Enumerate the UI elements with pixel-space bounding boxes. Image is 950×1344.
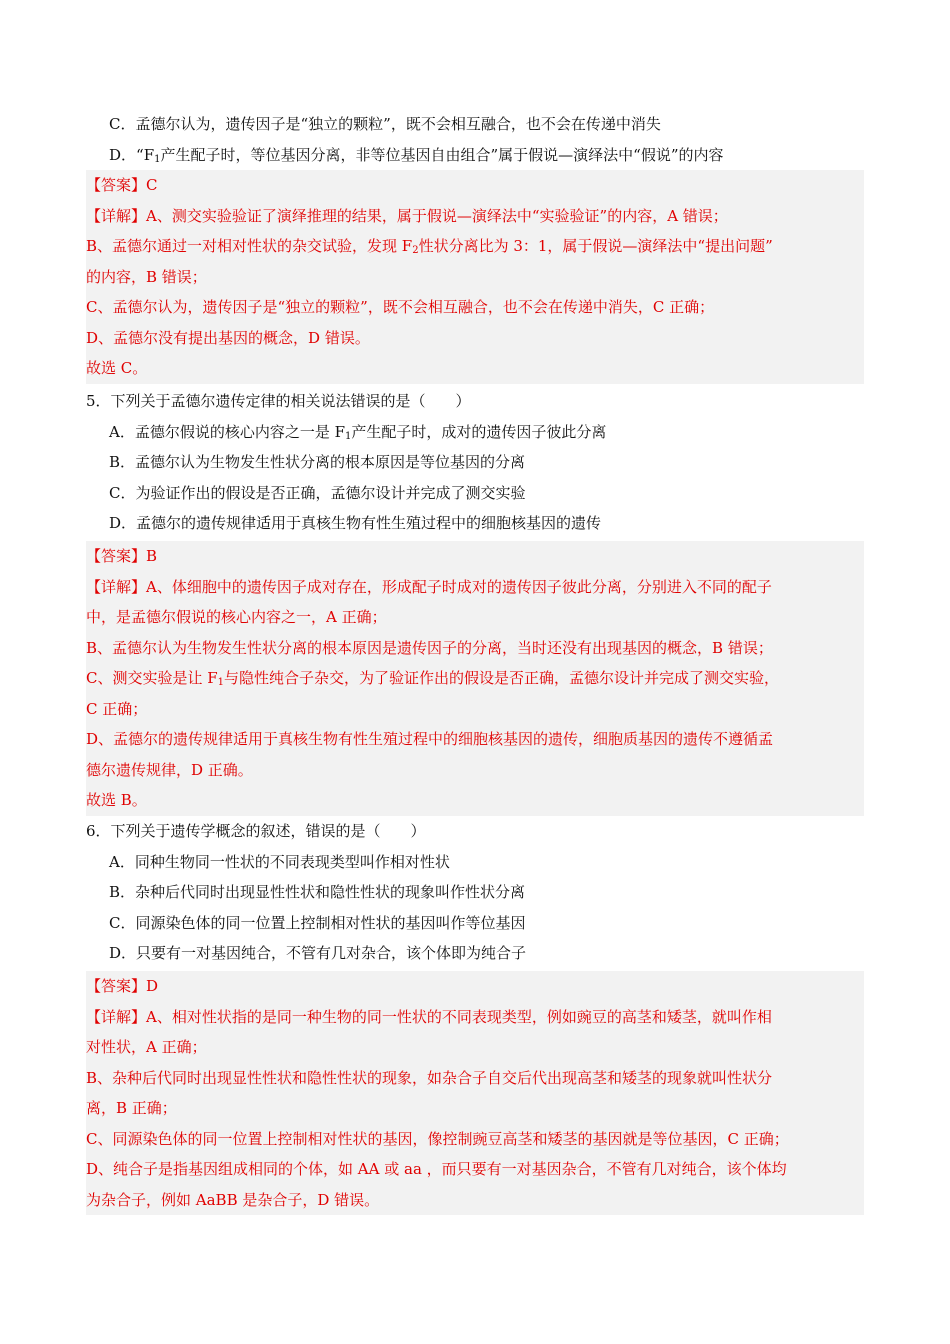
- option-b: [86, 447, 864, 478]
- explanation-line: 中，是孟德尔假说的核心内容之一，A 正确；: [86, 608, 387, 626]
- answer-value: B: [146, 547, 158, 565]
- explanation-line: B、杂种后代同时出现显性性状和隐性性状的现象，如杂合子自交后代出现高茎和矮茎的现象就叫性状分: [86, 1068, 773, 1087]
- option-label: B．: [109, 453, 136, 471]
- explain-label: 【详解】: [86, 206, 147, 225]
- explanation-text: 与隐性纯合子杂交，为了验证作出的假设是否正确，孟德尔设计并完成了测交实验，: [224, 669, 780, 687]
- option-text: 孟德尔的遗传规律适用于真核生物有性生殖过程中的细胞核基因的遗传: [136, 514, 602, 532]
- option-label: B．: [109, 883, 136, 901]
- subscript: 1: [345, 430, 352, 442]
- question-title: 6．下列关于遗传学概念的叙述，错误的是（ ）: [86, 822, 426, 840]
- option-a: [86, 847, 864, 878]
- option-text: “F: [136, 145, 155, 164]
- answer-line: [86, 971, 864, 1002]
- question-4-options: [86, 109, 864, 170]
- answer-block-4: [86, 170, 864, 384]
- subscript: 2: [412, 245, 419, 256]
- explanation-text: A、体细胞中的遗传因子成对存在，形成配子时成对的遗传因子彼此分离，分别进入不同的配子: [146, 577, 772, 596]
- question-title: 5．下列关于孟德尔遗传定律的相关说法错误的是（ ）: [86, 392, 471, 410]
- subscript: 1: [217, 677, 225, 688]
- explanation-line: 的内容，B 错误；: [86, 267, 207, 286]
- option-text: 杂种后代同时出现显性性状和隐性性状的现象叫作性状分离: [135, 883, 526, 901]
- explain-label: 【详解】: [86, 1007, 147, 1026]
- option-text: 产生配子时，等位基因分离，非等位基因自由组合”属于假说—演绎法中“假说”的内容: [160, 145, 724, 164]
- option-text: 孟德尔认为，遗传因子是“独立的颗粒”，既不会相互融合，也不会在传递中消失: [135, 115, 661, 133]
- option-label: A．: [109, 422, 135, 441]
- explanation-line: D、孟德尔的遗传规律适用于真核生物有性生殖过程中的细胞核基因的遗传，细胞质基因的遗传不遵循孟: [86, 730, 774, 748]
- option-c: [86, 908, 864, 939]
- answer-block-5: [86, 541, 864, 816]
- option-text: 孟德尔认为生物发生性状分离的根本原因是等位基因的分离: [135, 453, 526, 471]
- answer-block-6: [86, 971, 864, 1215]
- option-label: D．: [109, 145, 137, 164]
- answer-value: D: [146, 977, 159, 995]
- option-b: [86, 877, 864, 908]
- option-label: C．: [109, 115, 136, 133]
- explanation-line: [86, 663, 864, 694]
- explanation-text: A、相对性状指的是同一种生物的同一性状的不同表现类型，例如豌豆的高茎和矮茎，就叫作相: [146, 1007, 772, 1026]
- option-a: [86, 417, 864, 448]
- answer-line: [86, 170, 864, 201]
- option-text: 孟德尔假说的核心内容之一是 F: [134, 422, 346, 441]
- answer-label: 【答案】: [86, 977, 147, 995]
- subscript: 1: [154, 153, 161, 165]
- explanation-line: [86, 572, 864, 603]
- answer-label: 【答案】: [86, 547, 147, 565]
- option-d: [86, 508, 864, 539]
- explanation-line: 为杂合子，例如 AaBB 是杂合子，D 错误。: [86, 1190, 380, 1209]
- explain-label: 【详解】: [86, 577, 147, 596]
- explanation-line: [86, 201, 864, 232]
- explanation-line: D、纯合子是指基因组成相同的个体，如 AA 或 aa ，而只要有一对基因杂合，不管有几对纯合，该个体均: [86, 1160, 787, 1178]
- option-label: C．: [109, 913, 136, 932]
- answer-value: C: [146, 176, 158, 194]
- option-c: [86, 478, 864, 509]
- option-d: [86, 140, 864, 171]
- option-label: D．: [109, 514, 137, 532]
- option-label: C．: [109, 483, 136, 502]
- explanation-line: C 正确；: [86, 699, 148, 718]
- option-label: A．: [109, 852, 135, 871]
- explanation-text: 性状分离比为 3：1，属于假说—演绎法中“提出问题”: [418, 237, 773, 255]
- question-6: [86, 816, 864, 969]
- option-label: D．: [109, 944, 137, 962]
- option-text: 产生配子时，成对的遗传因子彼此分离: [351, 422, 607, 441]
- option-text: 同源染色体的同一位置上控制相对性状的基因叫作等位基因: [135, 913, 526, 932]
- explanation-line: D、孟德尔没有提出基因的概念，D 错误。: [86, 328, 370, 347]
- answer-label: 【答案】: [86, 176, 147, 194]
- answer-line: [86, 541, 864, 572]
- option-d: [86, 938, 864, 969]
- option-text: 为验证作出的假设是否正确，孟德尔设计并完成了测交实验: [135, 483, 526, 502]
- explanation-line: 离，B 正确；: [86, 1099, 177, 1117]
- explanation-line: C、孟德尔认为，遗传因子是“独立的颗粒”，既不会相互融合，也不会在传递中消失，C 正确；: [86, 298, 715, 316]
- explanation-line: 德尔遗传规律，D 正确。: [86, 760, 253, 779]
- explanation-line: 对性状，A 正确；: [86, 1038, 207, 1056]
- explanation-line: C、同源染色体的同一位置上控制相对性状的基因，像控制豌豆高茎和矮茎的基因就是等位基因，C 正确；: [86, 1129, 789, 1148]
- explanation-text: C、测交实验是让 F: [86, 669, 218, 687]
- option-c: [86, 109, 864, 140]
- question-5: [86, 386, 864, 539]
- option-text: 同种生物同一性状的不同表现类型叫作相对性状: [134, 852, 450, 871]
- explanation-text: A、测交实验验证了演绎推理的结果，属于假说—演绎法中“实验验证”的内容，A 错误；: [146, 206, 728, 225]
- explanation-line: B、孟德尔认为生物发生性状分离的根本原因是遗传因子的分离，当时还没有出现基因的概念，B 错误；: [86, 638, 773, 657]
- explanation-line: [86, 1002, 864, 1033]
- explanation-line: [86, 231, 864, 262]
- explanation-text: B、孟德尔通过一对相对性状的杂交试验，发现 F: [86, 237, 413, 255]
- conclusion-line: 故选 C。: [86, 359, 148, 377]
- conclusion-line: 故选 B。: [86, 791, 147, 809]
- option-text: 只要有一对基因纯合，不管有几对杂合，该个体即为纯合子: [136, 944, 527, 962]
